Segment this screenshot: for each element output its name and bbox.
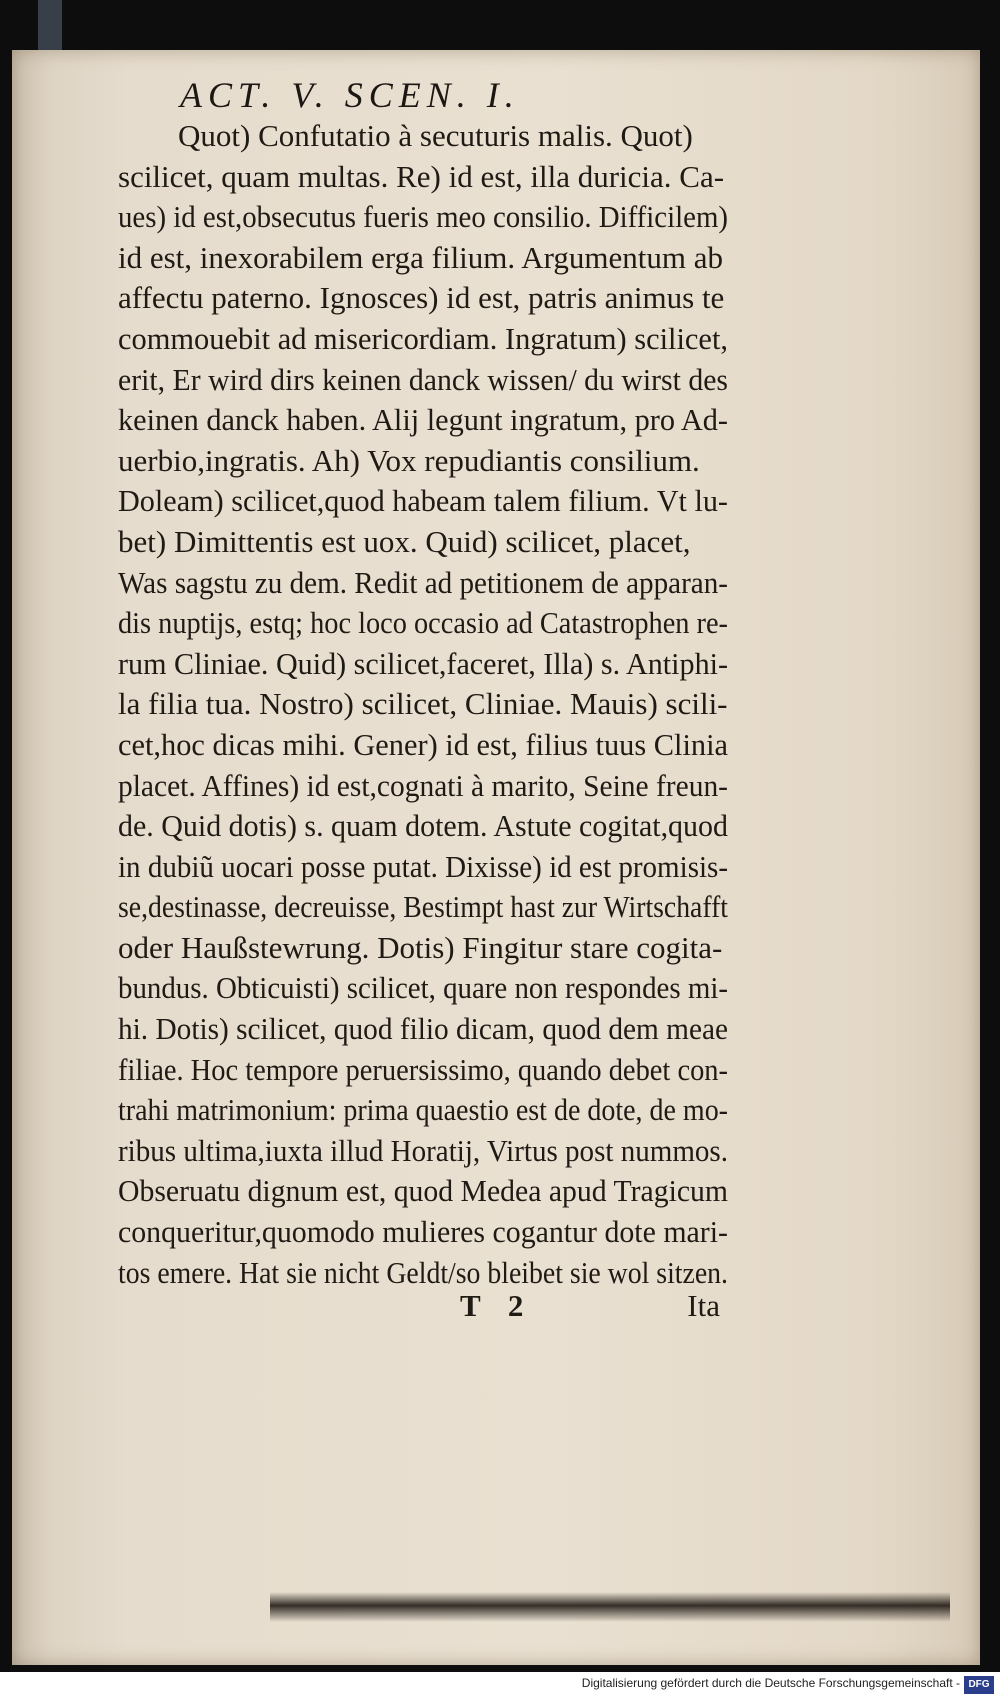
text-line: de. Quid dotis) s. quam dotem. Astute cogitat,quod bbox=[118, 808, 728, 844]
text-line: scilicet, quam multas. Re) id est, illa duricia. Ca- bbox=[118, 158, 725, 194]
text-line: uerbio,ingratis. Ah) Vox repudiantis consilium. bbox=[118, 442, 700, 478]
text-line: Doleam) scilicet,quod habeam talem filium. Vt lu- bbox=[118, 483, 728, 519]
text-line: Was sagstu zu dem. Redit ad petitionem de apparan- bbox=[118, 564, 728, 600]
running-head: ACT. V. SCEN. I. bbox=[180, 75, 520, 115]
catchword-row bbox=[460, 1288, 720, 1332]
text-line: la filia tua. Nostro) scilicet, Cliniae. Mauis) scili- bbox=[118, 686, 728, 722]
text-line: commouebit ad misericordiam. Ingratum) scilicet, bbox=[118, 320, 728, 356]
signature-mark: T 2 bbox=[460, 1288, 534, 1323]
text-line: ues) id est,obsecutus fueris meo consilio. Difficilem) bbox=[118, 199, 728, 235]
text-line: in dubiũ uocari posse putat. Dixisse) id est promisis- bbox=[118, 848, 728, 884]
text-line: trahi matrimonium: prima quaestio est de dote, de mo- bbox=[118, 1092, 728, 1128]
commentary-text bbox=[118, 116, 728, 1293]
text-line: ribus ultima,iuxta illud Horatij, Virtus post nummos. bbox=[118, 1132, 728, 1168]
footer-credit: Digitalisierung gefördert durch die Deutsche Forschungsgemeinschaft - bbox=[581, 1676, 960, 1690]
text-line: id est, inexorabilem erga filium. Argumentum ab bbox=[118, 239, 723, 275]
text-line: oder Haußstewrung. Dotis) Fingitur stare cogita- bbox=[118, 929, 723, 965]
text-line: tos emere. Hat sie nicht Geldt/so bleibet sie wol sitzen. bbox=[118, 1254, 728, 1290]
text-line: affectu paterno. Ignosces) id est, patris animus te bbox=[118, 280, 725, 316]
text-line: bundus. Obticuisti) scilicet, quare non respondes mi- bbox=[118, 970, 728, 1006]
text-line: placet. Affines) id est,cognati à marito, Seine freun- bbox=[118, 767, 728, 803]
text-line: hi. Dotis) scilicet, quod filio dicam, quod dem meae bbox=[118, 1011, 728, 1047]
text-line: erit, Er wird dirs keinen danck wissen/ du wirst des bbox=[118, 361, 728, 397]
text-line: cet,hoc dicas mihi. Gener) id est, filius tuus Clinia bbox=[118, 726, 728, 762]
text-line: se,destinasse, decreuisse, Bestimpt hast zur Wirtschafft bbox=[118, 889, 728, 925]
page-edge-shadow bbox=[270, 1592, 950, 1622]
text-line: Obseruatu dignum est, quod Medea apud Tragicum bbox=[118, 1173, 728, 1209]
text-line: rum Cliniae. Quid) scilicet,faceret, Illa) s. Antiphi- bbox=[118, 645, 728, 681]
binding-tab bbox=[38, 0, 62, 50]
text-line: Quot) Confutatio à secuturis malis. Quot) bbox=[178, 118, 693, 153]
text-line: dis nuptijs, estq; hoc loco occasio ad Catastrophen re- bbox=[118, 605, 728, 641]
text-line: conqueritur,quomodo mulieres cogantur dote mari- bbox=[118, 1214, 728, 1250]
text-line: bet) Dimittentis est uox. Quid) scilicet, placet, bbox=[118, 523, 691, 559]
catchword: Ita bbox=[687, 1288, 720, 1323]
text-line: filiae. Hoc tempore peruersissimo, quando debet con- bbox=[118, 1051, 728, 1087]
text-line: keinen danck haben. Alij legunt ingratum, pro Ad- bbox=[118, 402, 728, 438]
dfg-logo: DFG bbox=[964, 1676, 994, 1694]
